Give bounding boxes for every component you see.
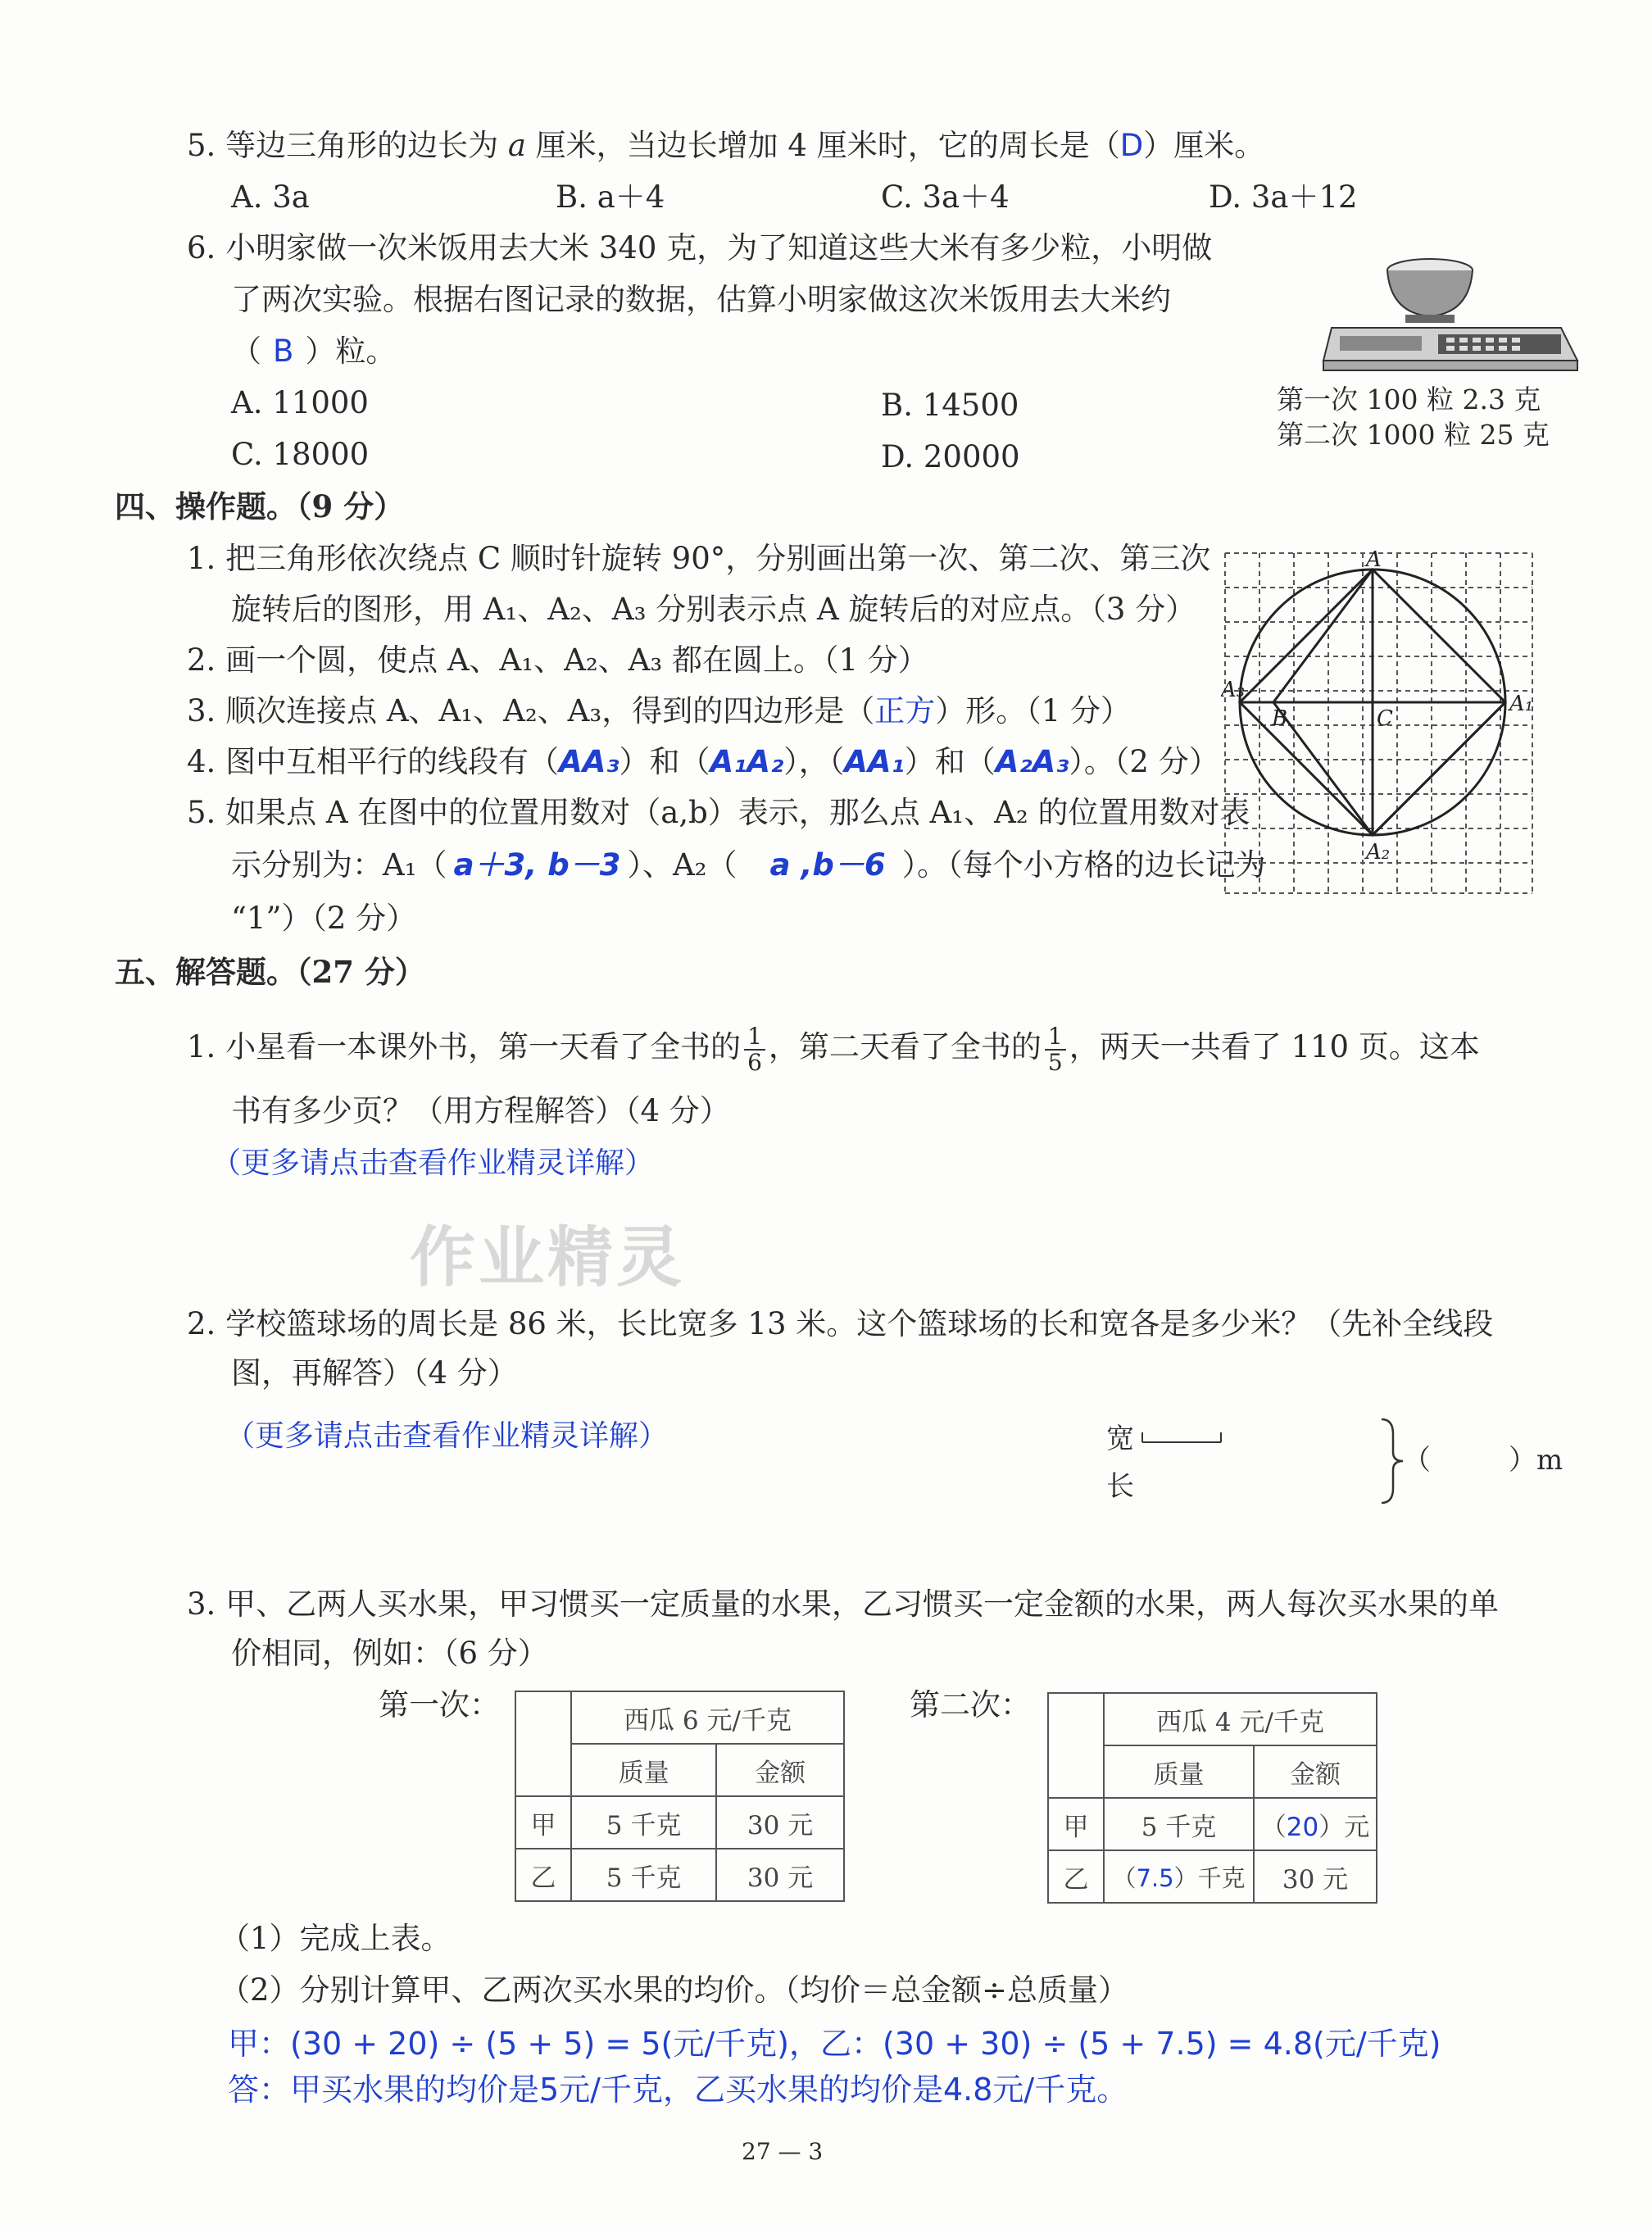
table1-jia-amount: 30 元 <box>716 1796 844 1849</box>
table2-jia-amount-close: ）元 <box>1318 1812 1370 1842</box>
section4-title: 四、操作题。（9 分） <box>115 488 405 524</box>
q5-answer: D <box>1119 128 1144 163</box>
table1-yi-amount: 30 元 <box>716 1849 844 1901</box>
s4-q4-answer-4: A₂A₃ <box>995 744 1069 779</box>
page-number: 27 — 3 <box>742 2138 824 2165</box>
s5-q2-detail-link[interactable]: （更多请点击查看作业精灵详解） <box>225 1419 669 1453</box>
q6-option-c: C. 18000 <box>231 437 370 472</box>
q6-answer: B <box>273 334 294 369</box>
segment-label-wide: 宽 <box>1106 1423 1134 1455</box>
s4-q4-post: ）。（2 分） <box>1069 744 1219 779</box>
fraction-one-fifth <box>1045 1024 1066 1075</box>
segment-label-long: 长 <box>1106 1470 1134 1503</box>
rice-scale-illustration <box>1315 238 1586 377</box>
s4-q1-line2: 旋转后的图形，用 A₁、A₂、A₃ 分别表示点 A 旋转后的对应点。（3 分） <box>231 592 1196 627</box>
q6-line1 <box>187 227 1212 270</box>
q5-var-a: a <box>507 128 526 163</box>
table2-col-amount: 金额 <box>1254 1745 1377 1798</box>
table2-yi-mass-close: ）千克 <box>1173 1863 1246 1892</box>
s4-q5-post: ）。（每个小方格的边长记为 <box>901 847 1266 883</box>
table1-yi-mass: 5 千克 <box>571 1849 716 1901</box>
section5-title: 五、解答题。（27 分） <box>115 954 425 990</box>
grid-label-a: A <box>1366 549 1382 572</box>
table2-header: 西瓜 4 元/千克 <box>1104 1693 1377 1745</box>
s4-q4-answer-2: A₁A₂ <box>710 744 784 779</box>
q6-option-d: D. 20000 <box>881 439 1020 474</box>
frac2-num: 1 <box>1045 1024 1066 1051</box>
s5-q1-pre: 1. 小星看一本课外书，第一天看了全书的 <box>187 1029 742 1064</box>
frac2-den: 5 <box>1047 1048 1063 1076</box>
s5-q1-detail-link[interactable]: （更多请点击查看作业精灵详解） <box>211 1146 655 1180</box>
q6-number: 6. <box>187 230 216 266</box>
s5-q3-answer-text: 答：甲买水果的均价是5元/千克，乙买水果的均价是4.8元/千克。 <box>228 2072 1128 2108</box>
q5-line <box>187 125 1264 167</box>
table2-label: 第二次： <box>910 1687 1031 1722</box>
grid-label-b: B <box>1272 706 1288 731</box>
table1-corner <box>515 1691 571 1796</box>
s5-q2-line2: 图，再解答）（4 分） <box>231 1355 518 1391</box>
scale-caption-1: 第一次 100 粒 2.3 克 <box>1277 384 1541 415</box>
q5-option-c: C. 3a＋4 <box>881 179 1010 215</box>
s4-q5-line3: “1”）（2 分） <box>231 901 417 936</box>
q5-text-post: ）厘米。 <box>1143 128 1265 163</box>
s4-q1-line1: 1. 把三角形依次绕点 C 顺时针旋转 90°，分别画出第一次、第二次、第三次 <box>187 541 1211 576</box>
q6-line3 <box>231 330 396 373</box>
segment-total-unit: ）m <box>1509 1444 1564 1477</box>
s5-q3-line1: 3. 甲、乙两人买水果，甲习惯买一定质量的水果，乙习惯买一定金额的水果，两人每次买水果的单 <box>187 1586 1500 1622</box>
scale-caption-2: 第二次 1000 粒 25 克 <box>1277 419 1550 451</box>
watermark-text: 作业精灵 <box>410 1219 685 1296</box>
table2-corner <box>1048 1693 1104 1798</box>
fraction-one-sixth <box>744 1024 765 1075</box>
q5-number: 5. <box>187 128 216 163</box>
s4-q5-line2 <box>231 844 1266 887</box>
table1-col-amount: 金额 <box>716 1744 844 1796</box>
s5-q2-line1: 2. 学校篮球场的周长是 86 米，长比宽多 13 米。这个篮球场的长和宽各是多少米？（先补全线段 <box>187 1306 1494 1341</box>
s4-q4-mid-2: ），（ <box>783 744 845 779</box>
segment-wide-line <box>1139 1429 1229 1446</box>
q6-option-b: B. 14500 <box>881 388 1019 423</box>
s4-q5-answer-1: a＋3, b－3 <box>453 847 621 883</box>
s4-q4-answer-1: AA₃ <box>559 744 620 779</box>
grid-label-a1: A₁ <box>1509 692 1534 716</box>
s5-q3-sub2: （2）分别计算甲、乙两次买水果的均价。（均价＝总金额÷总质量） <box>220 1972 1129 2008</box>
s4-q4-answer-3: AA₁ <box>844 744 905 779</box>
s5-q3-answer-formula: 甲：(30 + 20) ÷ (5 + 5) = 5(元/千克)，乙：(30 + 30) ÷ (5 + 7.5) = 4.8(元/千克) <box>228 2026 1441 2062</box>
q6-option-a: A. 11000 <box>231 385 369 420</box>
q6-paren-close: ）粒。 <box>305 334 397 369</box>
grid-label-a2: A₂ <box>1366 840 1391 865</box>
table2-jia-amount-answer: 20 <box>1286 1812 1319 1842</box>
q6-text-line1: 小明家做一次米饭用去大米 340 克，为了知道这些大米有多少粒，小明做 <box>225 230 1213 266</box>
s5-q3-line2: 价相同，例如：（6 分） <box>231 1636 548 1671</box>
s4-q3-pre: 3. 顺次连接点 A、A₁、A₂、A₃，得到的四边形是（ <box>187 693 875 728</box>
s4-q4-pre: 4. 图中互相平行的线段有（ <box>187 744 560 779</box>
s4-q3 <box>187 690 1131 733</box>
table1-jia-mass: 5 千克 <box>571 1796 716 1849</box>
q5-option-b: B. a＋4 <box>556 179 665 215</box>
frac1-den: 6 <box>747 1048 762 1076</box>
s4-q4 <box>187 741 1219 783</box>
s4-q2: 2. 画一个圆，使点 A、A₁、A₂、A₃ 都在圆上。（1 分） <box>187 642 928 678</box>
grid-label-a3: A₃ <box>1221 678 1246 702</box>
s4-q5-pre: 示分别为：A₁（ <box>231 847 447 883</box>
table2-jia-mass: 5 千克 <box>1104 1798 1254 1850</box>
table1-header: 西瓜 6 元/千克 <box>571 1691 844 1744</box>
table2-yi-mass <box>1104 1850 1254 1903</box>
s4-q5-answer-2: a ,b－6 <box>769 847 886 883</box>
q6-line2: 了两次实验。根据右图记录的数据，估算小明家做这次米饭用去大米约 <box>231 282 1171 317</box>
table1-row-jia: 甲 <box>515 1796 571 1849</box>
s4-q5-line1: 5. 如果点 A 在图中的位置用数对（a,b）表示，那么点 A₁、A₂ 的位置用数对表 <box>187 795 1250 830</box>
s5-q3-sub1: （1）完成上表。 <box>220 1921 452 1956</box>
table2-col-mass: 质量 <box>1104 1745 1254 1798</box>
s5-q1-line1 <box>187 1023 1480 1075</box>
table2-jia-amount-open: （ <box>1260 1812 1287 1842</box>
table2-yi-amount: 30 元 <box>1254 1850 1377 1903</box>
s5-q1-mid: ，第二天看了全书的 <box>768 1029 1042 1064</box>
q5-option-a: A. 3a <box>231 179 310 215</box>
s4-q3-answer: 正方 <box>874 693 936 728</box>
s5-q1-post: ，两天一共看了 110 页。这本 <box>1069 1029 1480 1064</box>
s4-q4-mid-1: ）和（ <box>619 744 710 779</box>
table2-row-jia: 甲 <box>1048 1798 1104 1850</box>
q5-text-mid: 厘米，当边长增加 4 厘米时，它的周长是（ <box>535 128 1120 163</box>
table-first-purchase <box>515 1691 845 1902</box>
grid-label-c: C <box>1377 706 1393 731</box>
table2-yi-mass-answer: 7.5 <box>1136 1863 1174 1892</box>
rotation-grid-figure <box>1221 549 1536 897</box>
table1-col-mass: 质量 <box>571 1744 716 1796</box>
table1-label: 第一次： <box>379 1687 500 1722</box>
table2-jia-amount <box>1254 1798 1377 1850</box>
table2-row-yi: 乙 <box>1048 1850 1104 1903</box>
s5-q1-line2: 书有多少页？（用方程解答）（4 分） <box>231 1093 730 1128</box>
s4-q4-mid-3: ）和（ <box>904 744 996 779</box>
table2-yi-mass-open: （ <box>1112 1863 1137 1892</box>
segment-total <box>1403 1439 1563 1482</box>
table-second-purchase <box>1047 1692 1377 1904</box>
s4-q3-post: ）形。（1 分） <box>935 693 1132 728</box>
q5-option-d: D. 3a＋12 <box>1209 179 1358 215</box>
q6-paren-open: （ <box>231 334 261 369</box>
s4-q5-mid: ）、A₂（ <box>627 847 738 883</box>
q5-text-pre: 等边三角形的边长为 <box>225 128 499 163</box>
table1-row-yi: 乙 <box>515 1849 571 1901</box>
segment-total-open: （ <box>1403 1444 1431 1477</box>
frac1-num: 1 <box>744 1024 765 1051</box>
